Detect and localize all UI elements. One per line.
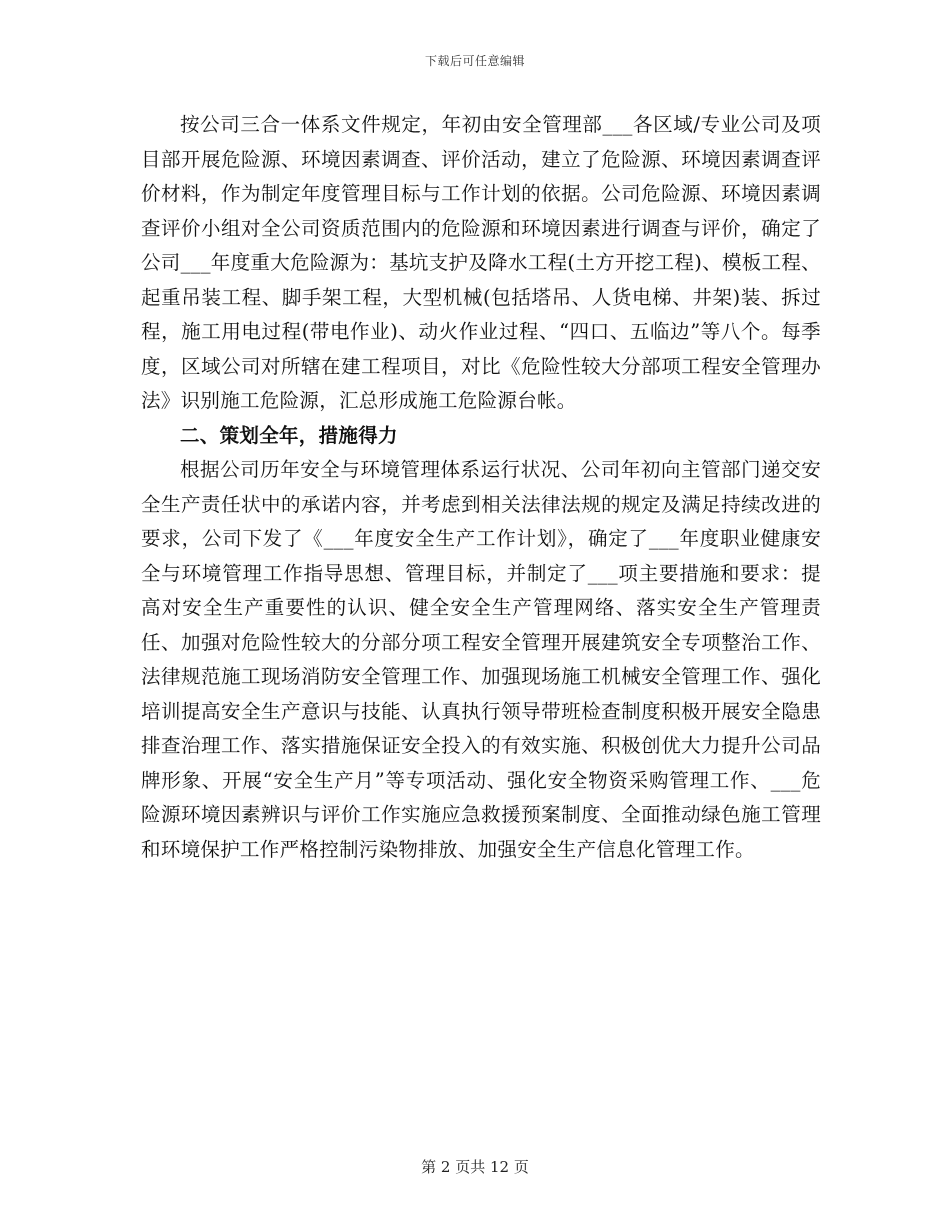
page-number: 第 2 页共 12 页 — [421, 1158, 529, 1176]
paragraph-annual-plan: 根据公司历年安全与环境管理体系运行状况、公司年初向主管部门递交安全生产责任状中的承诺内容，并考虑到相关法律法规的规定及满足持续改进的要求，公司下发了《___年度安全生产工作计划》，确定了___年度职业健康安全与环境管理工作指导思想、管理目标，并制定了___项主要措施和要求：提高对安全生产重要性的认识、健全安全生产管理网络、落实安全生产管理责任、加强对危险性较大的分部分项工程安全管理开展建筑安全专项整治工作、法律规范施工现场消防安全管理工作、加强现场施工机械安全管理工作、强化培训提高安全生产意识与技能、认真执行领导带班检查制度积极开展安全隐患排查治理工作、落实措施保证安全投入的有效实施、积极创优大力提升公司品牌形象、开展“安全生产月”等专项活动、强化安全物资采购管理工作、___危险源环境因素辨识与评价工作实施应急救援预案制度、全面推动绿色施工管理和环境保护工作严格控制污染物排放、加强安全生产信息化管理工作。 — [141, 458, 821, 861]
page-header: 下载后可任意编辑 — [424, 54, 525, 68]
section-heading: 二、策划全年，措施得力 — [180, 423, 398, 447]
document-body — [141, 108, 821, 867]
paragraph-hazard-identification: 按公司三合一体系文件规定，年初由安全管理部___各区域/专业公司及项目部开展危险源、环境因素调查、评价活动，建立了危险源、环境因素调查评价材料，作为制定年度管理目标与工作计划的依据。公司危险源、环境因素调查评价小组对全公司资质范围内的危险源和环境因素进行调查与评价，确定了公司___年度重大危险源为：基坑支护及降水工程(土方开挖工程)、模板工程、起重吊装工程、脚手架工程，大型机械(包括塔吊、人货电梯、井架)装、拆过程，施工用电过程(带电作业)、动火作业过程、“四口、五临边”等八个。每季度，区域公司对所辖在建工程项目，对比《危险性较大分部项工程安全管理办法》识别施工危险源，汇总形成施工危险源台帐。 — [141, 113, 821, 412]
